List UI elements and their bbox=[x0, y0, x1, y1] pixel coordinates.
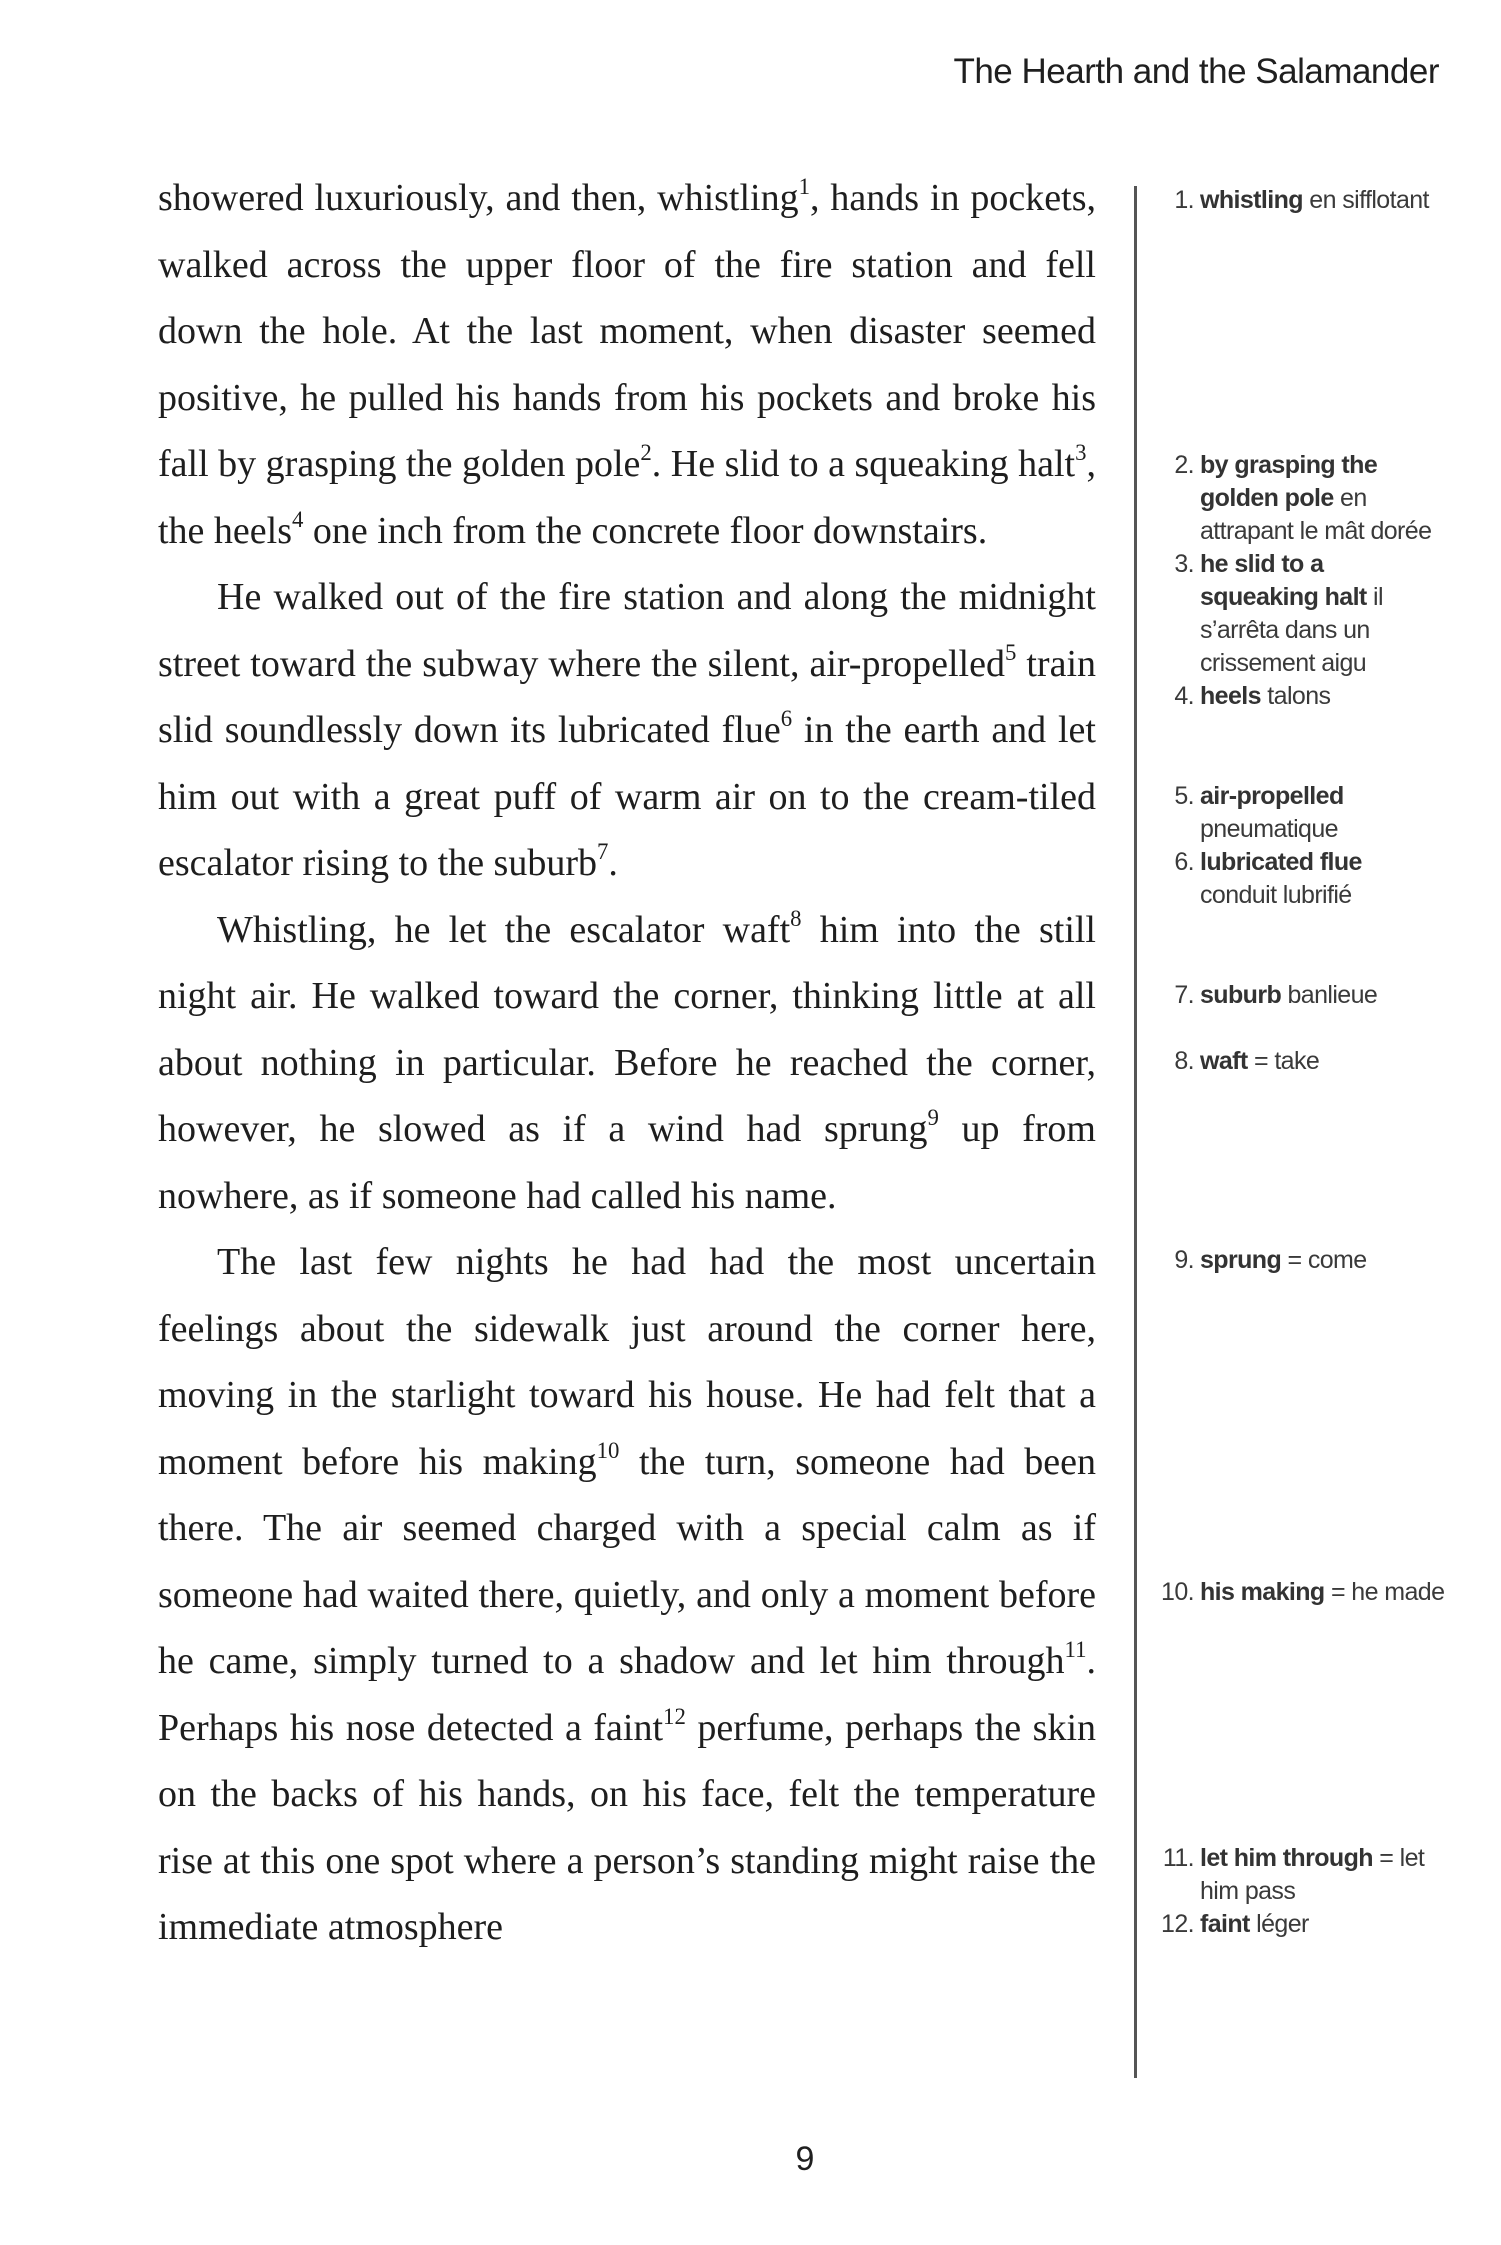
gloss-note-11: 11. let him through = let him pass bbox=[1162, 1844, 1425, 1905]
gloss-note-12: 12. faint léger bbox=[1161, 1910, 1309, 1938]
footnote-ref-5: 5 bbox=[1004, 639, 1017, 665]
footnote-ref-9: 9 bbox=[927, 1105, 939, 1131]
gloss-note-1: 1. whistling en sifflotant bbox=[1174, 186, 1429, 214]
gloss-note-5: 5. air-propelled pneumatique bbox=[1174, 782, 1344, 843]
footnote-ref-12: 12 bbox=[663, 1703, 686, 1729]
gloss-note-2: 2. by grasping the golden pole en attrapant le mât dorée bbox=[1174, 451, 1432, 545]
gloss-note-10: 10. his making = he made bbox=[1161, 1578, 1445, 1606]
footnote-ref-8: 8 bbox=[790, 905, 802, 931]
gloss-note-7: 7. suburb banlieue bbox=[1174, 981, 1378, 1009]
paragraph-3: Whistling, he let the escalator waft$^8$ him into the still night air. He walked toward the corner, thinking little at all about nothing in particular. Before he reached the corner, however, he slowed as if a wind had sprung$^9$ up from nowhere, as if someone had called his name. bbox=[158, 905, 1096, 1217]
gloss-note-3: 3. he slid to a squeaking halt il s’arrêta dans un crissement aigu bbox=[1174, 550, 1383, 677]
footnote-ref-1: 1 bbox=[798, 174, 811, 200]
footnote-ref-6: 6 bbox=[780, 706, 793, 732]
footnote-ref-2: 2 bbox=[640, 440, 652, 466]
footnote-ref-7: 7 bbox=[597, 839, 609, 865]
footnote-ref-3: 3 bbox=[1075, 440, 1087, 466]
footnote-ref-11: 11 bbox=[1064, 1637, 1087, 1663]
margin-divider bbox=[1134, 186, 1137, 2078]
gloss-note-6: 6. lubricated flue conduit lubrifié bbox=[1174, 848, 1362, 909]
gloss-note-4: 4. heels talons bbox=[1174, 682, 1331, 710]
footnote-ref-4: 4 bbox=[292, 506, 304, 532]
paragraph-4: The last few nights he had had the most uncertain feelings about the sidewalk just around the corner here, moving in the starlight toward his house. He had felt that a moment before his making$^{10}$ the turn, someone had been there. The air seemed charged with a special calm as if someone had waited there, quietly, and only a moment before he came, simply turned to a shadow and let him through$^{11}$. Perhaps his nose detected a faint$^{12}$ perfume, perhaps the skin on the backs of his hands, on his face, felt the temperature rise at this one spot where a person’s standing might raise the immediate atmosphere bbox=[158, 1241, 1097, 1948]
paragraph-2: He walked out of the fire station and along the midnight street toward the subway where the silent, air-propelled$^5$ train slid soundlessly down its lubricated flue$^6$ in the earth and let him out with a great puff of warm air on to the cream-tiled escalator rising to the suburb$^7$. bbox=[158, 576, 1097, 884]
page-number: 9 bbox=[795, 2140, 815, 2178]
gloss-note-9: 9. sprung = come bbox=[1174, 1246, 1367, 1274]
running-title: The Hearth and the Salamander bbox=[953, 52, 1439, 91]
main-text bbox=[158, 165, 1096, 1961]
gloss-note-8: 8. waft = take bbox=[1174, 1047, 1320, 1075]
paragraph-1: showered luxuriously, and then, whistling$^1$, hands in pockets, walked across the upper floor of the fire station and fell down the hole. At the last moment, when disaster seemed positive, he pulled his hands from his pockets and broke his fall by grasping the golden pole$^2$. He slid to a squeaking halt$^3$, the heels$^4$ one inch from the concrete floor downstairs. bbox=[158, 174, 1096, 552]
footnote-ref-10: 10 bbox=[596, 1437, 620, 1463]
